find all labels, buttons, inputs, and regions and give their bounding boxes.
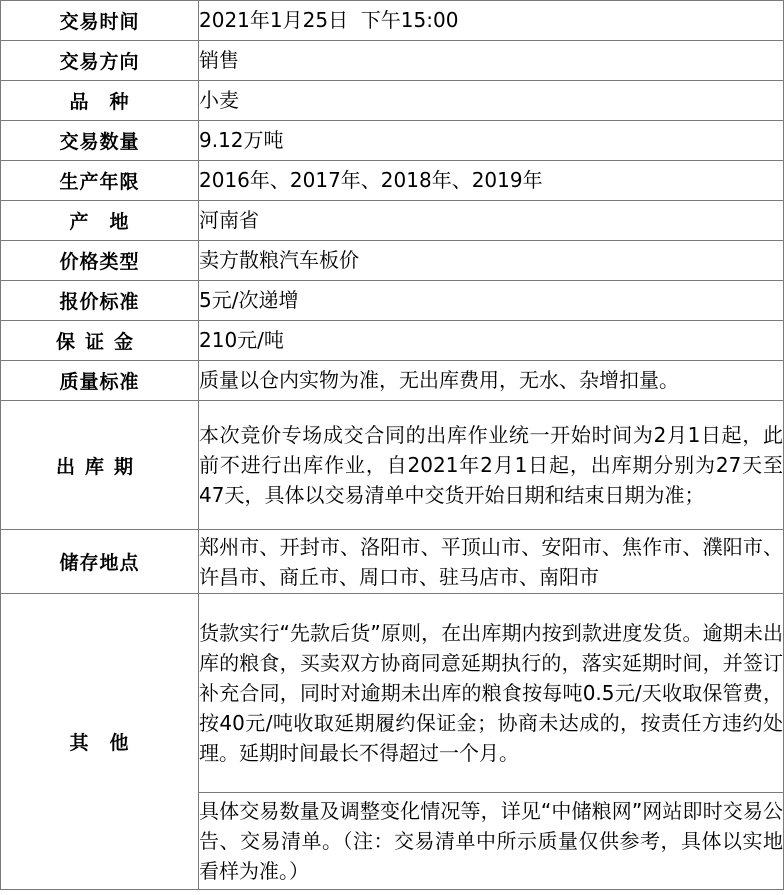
value-trade-time: 2021年1月25日 下午15:00 bbox=[199, 1, 784, 41]
value-deposit: 210元/吨 bbox=[199, 321, 784, 361]
value-delivery-period: 本次竞价专场成交合同的出库作业统一开始时间为2月1日起，此前不进行出库作业，自2021年2月1日起，出库期分别为27天至47天，具体以交易清单中交货开始日期和结束日期为准； bbox=[199, 401, 784, 530]
row-deposit bbox=[1, 321, 784, 361]
label-quantity: 交易数量 bbox=[1, 121, 199, 161]
row-trade-time bbox=[1, 1, 784, 41]
label-deposit: 保证金 bbox=[1, 321, 199, 361]
label-delivery-period: 出库期 bbox=[1, 401, 199, 530]
value-variety: 小麦 bbox=[199, 81, 784, 121]
label-trade-time: 交易时间 bbox=[1, 1, 199, 41]
value-price-type: 卖方散粮汽车板价 bbox=[199, 241, 784, 281]
label-variety: 品 种 bbox=[1, 81, 199, 121]
row-delivery-period bbox=[1, 401, 784, 530]
label-production-years: 生产年限 bbox=[1, 161, 199, 201]
row-other-1 bbox=[1, 594, 784, 793]
value-production-years: 2016年、2017年、2018年、2019年 bbox=[199, 161, 784, 201]
label-bid-increment: 报价标准 bbox=[1, 281, 199, 321]
row-quality-standard bbox=[1, 361, 784, 401]
value-other-notice: 具体交易数量及调整变化情况等，详见“中储粮网”网站即时交易公告、交易清单。（注：交易清单中所示质量仅供参考，具体以实地看样为准。） bbox=[199, 793, 784, 890]
row-trade-direction bbox=[1, 41, 784, 81]
label-storage-location: 储存地点 bbox=[1, 530, 199, 594]
row-storage-location bbox=[1, 530, 784, 594]
value-origin: 河南省 bbox=[199, 201, 784, 241]
label-other: 其 他 bbox=[1, 594, 199, 890]
row-production-years bbox=[1, 161, 784, 201]
row-bid-increment bbox=[1, 281, 784, 321]
row-variety bbox=[1, 81, 784, 121]
value-quality-standard: 质量以仓内实物为准，无出库费用，无水、杂增扣量。 bbox=[199, 361, 784, 401]
row-origin bbox=[1, 201, 784, 241]
value-quantity: 9.12万吨 bbox=[199, 121, 784, 161]
value-storage-location: 郑州市、开封市、洛阳市、平顶山市、安阳市、焦作市、濮阳市、许昌市、商丘市、周口市、驻马店市、南阳市 bbox=[199, 530, 784, 594]
label-origin: 产 地 bbox=[1, 201, 199, 241]
row-quantity bbox=[1, 121, 784, 161]
label-trade-direction: 交易方向 bbox=[1, 41, 199, 81]
label-price-type: 价格类型 bbox=[1, 241, 199, 281]
value-bid-increment: 5元/次递增 bbox=[199, 281, 784, 321]
label-quality-standard: 质量标准 bbox=[1, 361, 199, 401]
value-other-payment: 货款实行“先款后货”原则，在出库期内按到款进度发货。逾期未出库的粮食，买卖双方协商同意延期执行的，落实延期时间，并签订补充合同，同时对逾期未出库的粮食按每吨0.5元/天收取保管费，按40元/吨收取延期履约保证金；协商未达成的，按责任方违约处理。延期时间最长不得超过一个月。 bbox=[199, 594, 784, 793]
value-trade-direction: 销售 bbox=[199, 41, 784, 81]
row-price-type bbox=[1, 241, 784, 281]
